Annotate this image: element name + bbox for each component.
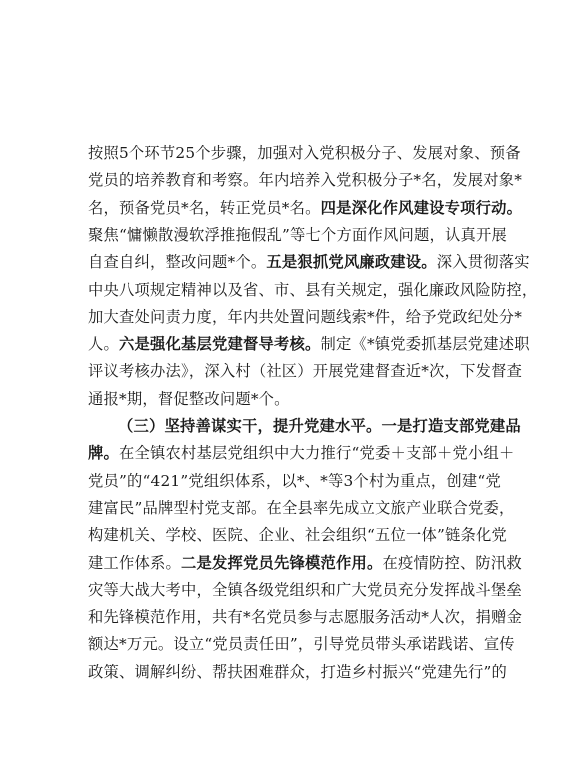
text-segment: 中央八项规定精神以及省、市、县有关规定，强化廉政风险防控，: [88, 280, 538, 299]
text-segment: 额达*万元。设立“党员责任田”，引导党员带头承诺践诺、宣传: [88, 635, 515, 654]
text-segment: 党员的培养教育和考察。年内培养入党积极分子*名，发展对象*: [88, 171, 523, 190]
text-segment: 构建机关、学校、医院、企业、社会组织“五位一体”链条化党: [88, 526, 507, 545]
text-segment: 名，预备党员*名，转正党员*名。: [88, 198, 321, 217]
text-line: [88, 280, 537, 300]
bold-text-segment: 六是强化基层党建督导考核。: [119, 335, 321, 354]
text-line: [88, 471, 501, 491]
text-segment: 在全镇农村基层党组织中大力推行“党委＋支部＋党小组＋: [119, 444, 515, 463]
text-segment: 评议考核办法》，深入村（社区）开展党建督查近*次，下发督查: [88, 362, 523, 381]
text-segment: 和先锋模范作用，共有*名党员参与志愿服务活动*人次，捐赠金: [88, 608, 523, 627]
text-line: [88, 416, 521, 436]
text-segment: 制定《*镇党委抓基层党建述职: [320, 335, 530, 354]
text-segment: 人。: [88, 335, 119, 354]
text-line: [88, 225, 507, 245]
text-line: [88, 361, 522, 381]
text-line: [88, 143, 521, 163]
text-line: [88, 498, 514, 518]
text-line: [88, 634, 515, 654]
text-line: [88, 252, 530, 272]
text-line: [88, 553, 522, 573]
text-line: [88, 580, 522, 600]
text-line: [88, 607, 522, 627]
text-line: [88, 170, 522, 190]
text-line: [88, 307, 522, 327]
text-segment: 建富民”品牌型村党支部。在全县率先成立文旅产业联合党委，: [88, 498, 515, 517]
text-segment: 党员”的“421”党组织体系，以*、*等3个村为重点，创建“党: [88, 471, 501, 490]
text-segment: 通报*期，督促整改问题*个。: [88, 389, 290, 408]
text-segment: 政策、调解纠纷、帮扶困难群众，打造乡村振兴“党建先行”的: [88, 662, 507, 681]
text-line: [88, 525, 507, 545]
text-segment: 按照5个环节25个步骤，加强对入党积极分子、发展对象、预备: [88, 144, 521, 162]
text-line: [88, 443, 514, 463]
text-line: [88, 662, 507, 682]
text-segment: 聚焦“慵懒散漫软浮推拖假乱”等七个方面作风问题，认真开展: [88, 225, 507, 244]
text-segment: 灾等大战大考中，全镇各级党组织和广大党员充分发挥战斗堡垒: [88, 580, 522, 599]
bold-text-segment: 二是发挥党员先锋模范作用。: [180, 553, 383, 572]
text-segment: 深入贯彻落实: [436, 253, 530, 272]
text-segment: 在疫情防控、防汛救: [382, 553, 522, 572]
text-segment: 加大查处问责力度，年内共处置问题线索*件，给予党政纪处分*: [88, 307, 523, 326]
bold-text-segment: 五是狠抓党风廉政建设。: [266, 253, 437, 272]
bold-text-segment: 一是打造支部党建品: [381, 417, 521, 435]
text-line: [88, 198, 522, 218]
bold-text-segment: （三）坚持善谋实干，提升党建水平。: [118, 417, 382, 435]
text-segment: 自查自纠，整改问题*个。: [88, 253, 267, 272]
bold-text-segment: 四是深化作风建设专项行动。: [320, 198, 523, 217]
text-line: [88, 334, 530, 354]
text-line: [88, 389, 290, 409]
bold-text-segment: 牌。: [88, 444, 119, 463]
text-segment: 建工作体系。: [88, 553, 181, 572]
